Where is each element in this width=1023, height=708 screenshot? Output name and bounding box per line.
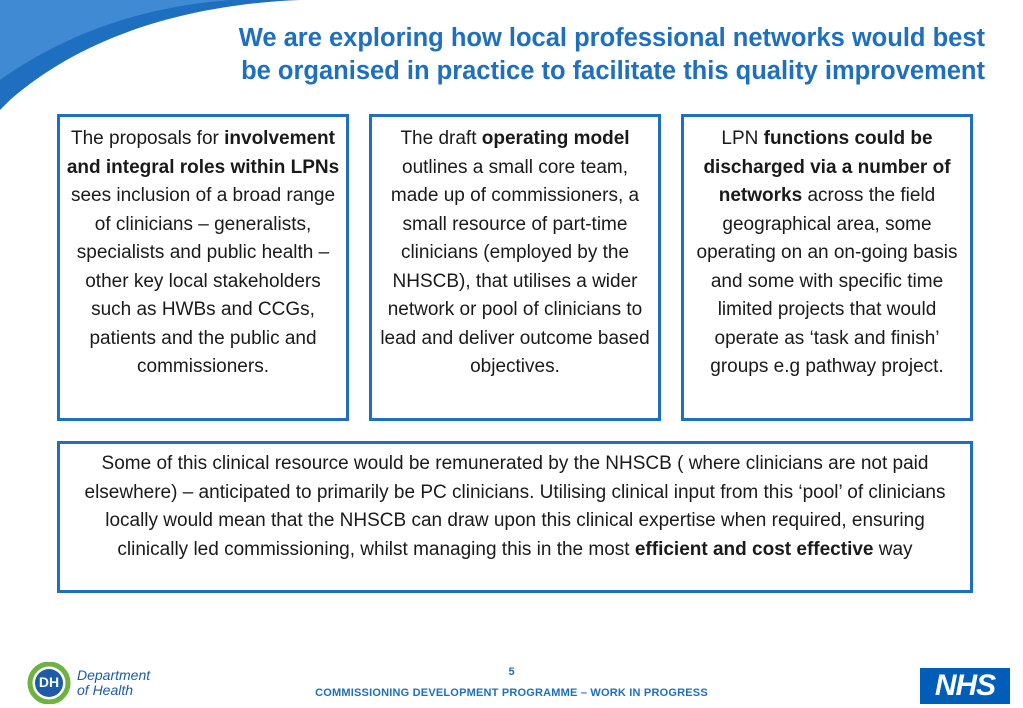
clinical-resource-box [57, 441, 973, 593]
operating-model-box [369, 114, 661, 421]
box-text-pre: The draft [400, 128, 482, 149]
department-of-health-logo [27, 662, 167, 704]
dh-logo-text [77, 668, 150, 698]
box-text-post: across the field geographical area, some operating on an on-going basis and some with specific time limited projects that would operate as ‘task and finish’ groups e.g pathway project. [696, 185, 958, 377]
box-text-pre: Some of this clinical resource would be remunerated by the NHSCB ( where clinicians are not paid elsewhere) – anticipated to primarily be PC clinicians. Utilising clinical input from this ‘pool’ of clinicians locally would mean that the NHSCB can draw upon this clinical expertise when required, ensuring clinically led commissioning, whilst managing this in the most [84, 453, 946, 560]
dh-logo-line1: Department [77, 667, 151, 683]
nhs-logo: NHS [920, 668, 1010, 704]
slide-title [125, 22, 985, 88]
footer-programme-label: COMMISSIONING DEVELOPMENT PROGRAMME – WORK IN PROGRESS [315, 687, 708, 699]
page-number: 5 [508, 666, 515, 678]
box-text-bold: efficient and cost effective [634, 538, 874, 560]
box-text-pre: LPN [721, 128, 764, 149]
lpn-functions-box [681, 114, 973, 421]
lpn-roles-box [57, 114, 349, 421]
box-text-pre: The proposals for [70, 128, 225, 149]
box-text-post: sees inclusion of a broad range of clinicians – generalists, specialists and public health – other key local stakeholders such as HWBs and CCGs, patients and the public and commissioners. [70, 185, 336, 377]
box-text-bold: functions could be discharged via a number of networks [703, 128, 951, 206]
box-text-post: way [873, 538, 913, 560]
box-text-post: outlines a small core team, made up of commissioners, a small resource of part-time clinicians (employed by the NHSCB), that utilises a wider network or pool of clinicians to lead and deliver outcome based objectives. [380, 156, 650, 377]
dh-logo-mark-text: DH [38, 674, 60, 690]
slide-title-line2: be organised in practice to facilitate this quality improvement [241, 57, 985, 85]
box-text-bold: involvement and integral roles within LPNs [66, 128, 340, 178]
box-text-bold: operating model [481, 128, 630, 149]
dh-logo-line2: of Health [77, 682, 134, 698]
slide-title-line1: We are exploring how local professional networks would best [238, 24, 985, 52]
